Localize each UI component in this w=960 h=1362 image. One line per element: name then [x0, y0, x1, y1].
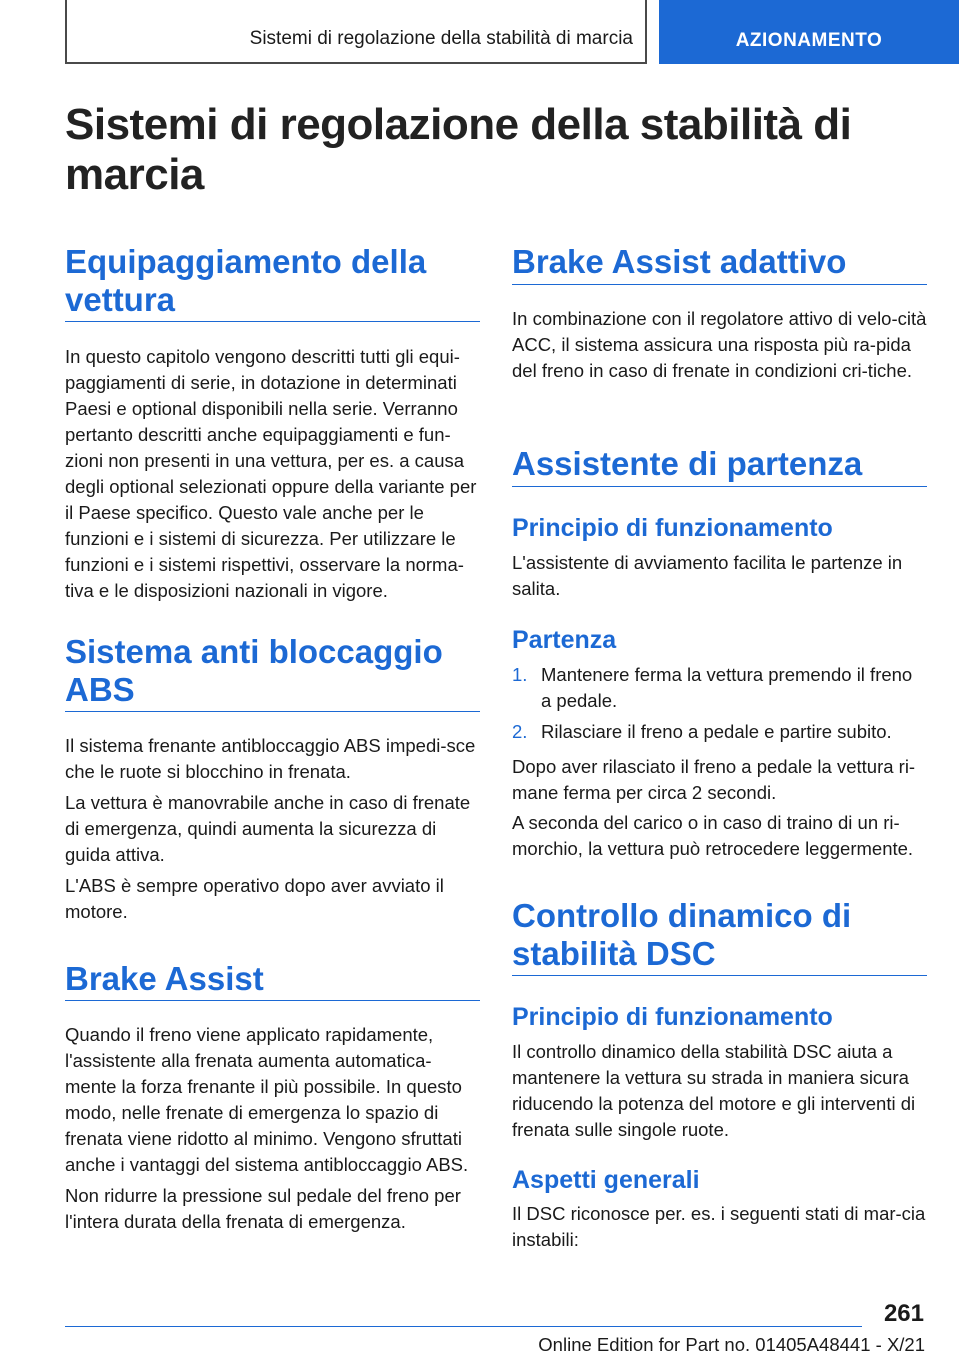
section-title-brake-assist-adattivo: Brake Assist adattivo	[512, 243, 847, 280]
paragraph: In questo capitolo vengono descritti tutti gli equi-paggiamenti di serie, in dotazione in determinati Paesi e optional disponibili nella serie. Verranno pertanto descritti anche equipaggiamenti e fun-zioni non presenti in una vettura, per es. a causa degli optional selezionati oppure della variante per il Paese specifico. Questo vale anche per le funzioni e i sistemi di sicurezza. Per utilizzare le funzioni e i sistemi rispettivi, osservare la norma-tiva e le disposizioni nazionali in vigore.	[65, 346, 477, 601]
list-number: 2.	[512, 721, 528, 742]
paragraph: Il controllo dinamico della stabilità DSC aiuta a mantenere la vettura su strada in maniera sicura riducendo la potenza del motore e gli interventi di frenata sulle singole ruote.	[512, 1041, 916, 1140]
footer-divider	[65, 1326, 862, 1327]
chapter-tab[interactable]: AZIONAMENTO	[659, 0, 959, 64]
subsection-title: Principio di funzionamento	[512, 1003, 833, 1031]
paragraph: Quando il freno viene applicato rapidamente, l'assistente alla frenata aumenta automatica-mente la forza frenante il più possibile. In questo modo, nelle frenate di emergenza lo spazio di frenata viene ridotto al minimo. Vengono sfruttati anche i vantaggi del sistema antibloccaggio ABS.	[65, 1024, 469, 1175]
subsection-title: Partenza	[512, 626, 617, 654]
section-divider	[512, 284, 927, 285]
paragraph: Il DSC riconosce per. es. i seguenti stati di mar-cia instabili:	[512, 1203, 926, 1250]
paragraph: Non ridurre la pressione sul pedale del freno per l'intera durata della frenata di emergenza.	[65, 1185, 461, 1232]
list-number: 1.	[512, 664, 528, 685]
footer-edition: Online Edition for Part no. 01405A48441 - X/21	[538, 1334, 925, 1355]
paragraph: A seconda del carico o in caso di traino di un ri-morchio, la vettura può retrocedere leggermente.	[512, 812, 914, 859]
section-title-brake-assist: Brake Assist	[65, 960, 264, 997]
section-divider	[512, 486, 927, 487]
list-text: Rilasciare il freno a pedale e partire subito.	[541, 721, 892, 742]
section-divider	[65, 1000, 480, 1001]
page-title: Sistemi di regolazione della stabilità di marcia	[65, 100, 852, 199]
list-text: Mantenere ferma la vettura premendo il freno a pedale.	[541, 664, 913, 711]
paragraph: La vettura è manovrabile anche in caso di frenate di emergenza, quindi aumenta la sicurezza di guida attiva.	[65, 792, 471, 865]
list-item	[512, 719, 927, 745]
subsection-title: Principio di funzionamento	[512, 514, 833, 542]
section-title-equipaggiamento: Equipaggiamento della vettura	[65, 243, 427, 318]
paragraph: In combinazione con il regolatore attivo di velo-cità ACC, il sistema assicura una risposta più ra-pida del freno in caso di frenate in condizioni cri-tiche.	[512, 308, 927, 381]
paragraph: L'ABS è sempre operativo dopo aver avviato il motore.	[65, 875, 444, 922]
list-item	[512, 662, 927, 714]
section-title-dsc: Controllo dinamico di stabilità DSC	[512, 897, 852, 972]
paragraph: Il sistema frenante antibloccaggio ABS impedi-sce che le ruote si blocchino in frenata.	[65, 735, 476, 782]
section-divider	[512, 975, 927, 976]
page-number: 261	[883, 1300, 924, 1327]
section-divider	[65, 711, 480, 712]
header-section-box	[65, 0, 647, 64]
header-section-title: Sistemi di regolazione della stabilità di marcia	[249, 28, 633, 49]
paragraph: L'assistente di avviamento facilita le partenze in salita.	[512, 552, 903, 599]
section-title-assistente-partenza: Assistente di partenza	[512, 445, 863, 482]
paragraph: Dopo aver rilasciato il freno a pedale la vettura ri-mane ferma per circa 2 secondi.	[512, 756, 916, 803]
section-title-abs: Sistema anti bloccaggio ABS	[65, 633, 443, 708]
subsection-title: Aspetti generali	[512, 1166, 700, 1194]
section-divider	[65, 321, 480, 322]
